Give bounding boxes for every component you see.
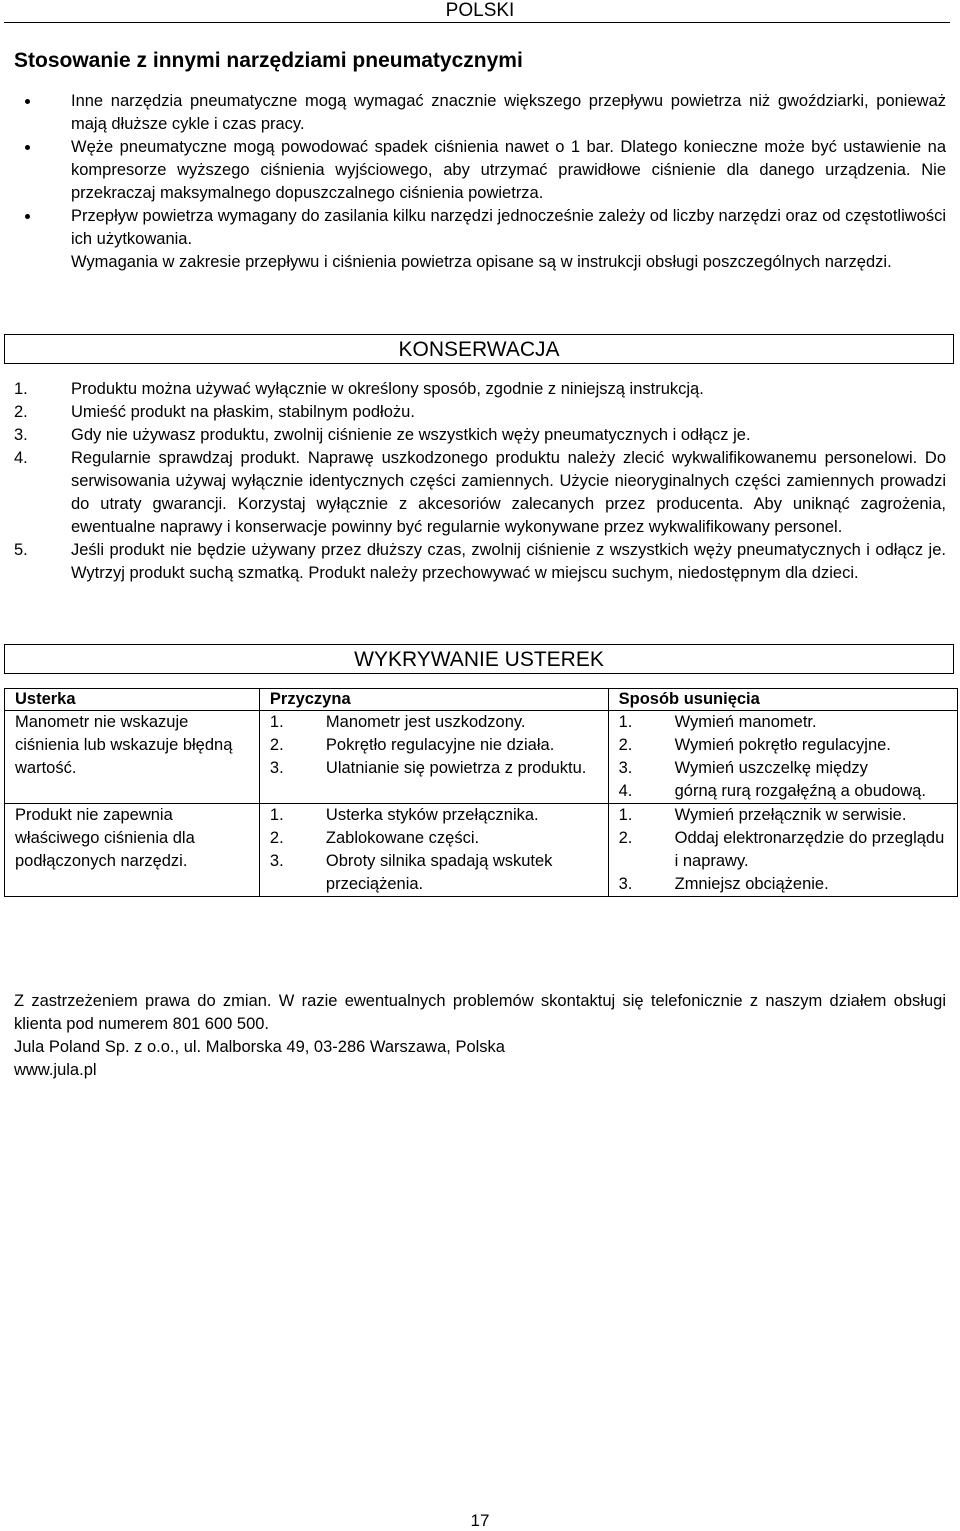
bullet-item xyxy=(14,205,946,251)
bullet-icon xyxy=(25,145,30,150)
bullet-item xyxy=(14,90,946,136)
bullet-continuation xyxy=(14,251,946,274)
item-number: 3. xyxy=(269,852,284,870)
item-number: 3. xyxy=(618,875,633,893)
cause-cell xyxy=(259,804,608,897)
list-item xyxy=(619,734,951,757)
bullet-icon xyxy=(25,214,30,219)
troubleshooting-table xyxy=(4,688,958,897)
remedy-list xyxy=(619,711,951,803)
item-text: górną rurą rozgałęźną a obudową. xyxy=(674,782,926,800)
item-text: Jeśli produkt nie będzie używany przez dłuższy czas, zwolnij ciśnienie z wszystkich węży pneumatycznych i odłącz je. Wytrzyj produkt suchą szmatką. Produkt należy przechowywać w miejscu suchym, niedostępnym dla dzieci. xyxy=(71,541,946,582)
footer xyxy=(14,990,946,1082)
item-number: 2. xyxy=(269,736,284,754)
item-number: 2. xyxy=(618,736,633,754)
bullet-text: Przepływ powietrza wymagany do zasilania kilku narzędzi jednocześnie zależy od liczby narzędzi oraz od częstotliwości ich użytkowania. xyxy=(71,207,946,248)
item-number: 1. xyxy=(14,380,28,398)
column-header-remedy: Sposób usunięcia xyxy=(608,689,957,711)
maintenance-item xyxy=(14,401,946,424)
item-number: 1. xyxy=(618,713,633,731)
item-text: Usterka styków przełącznika. xyxy=(325,806,539,824)
item-text: Produktu można używać wyłącznie w określony sposób, zgodnie z niniejszą instrukcją. xyxy=(71,380,704,398)
maintenance-item xyxy=(14,378,946,401)
fault-cell: Produkt nie zapewnia właściwego ciśnienia dla podłączonych narzędzi. xyxy=(5,804,260,897)
list-item xyxy=(619,757,951,780)
cause-list xyxy=(270,711,602,780)
company-address: Jula Poland Sp. z o.o., ul. Malborska 49, 03-286 Warszawa, Polska xyxy=(14,1038,505,1056)
item-text: Obroty silnika spadają wskutek przeciążenia. xyxy=(325,852,553,893)
column-header-fault: Usterka xyxy=(5,689,260,711)
item-text: Pokrętło regulacyjne nie działa. xyxy=(325,736,555,754)
column-header-cause: Przyczyna xyxy=(259,689,608,711)
item-number: 2. xyxy=(14,403,28,421)
item-text: Wymień pokrętło regulacyjne. xyxy=(674,736,891,754)
maintenance-item xyxy=(14,447,946,539)
item-number: 2. xyxy=(269,829,284,847)
remedy-cell xyxy=(608,711,957,804)
item-text: Ulatnianie się powietrza z produktu. xyxy=(325,759,587,777)
list-item xyxy=(270,757,602,780)
fault-cell: Manometr nie wskazuje ciśnienia lub wskazuje błędną wartość. xyxy=(5,711,260,804)
usage-bullet-list xyxy=(14,90,946,274)
item-text: Zablokowane części. xyxy=(325,829,480,847)
item-text: Manometr jest uszkodzony. xyxy=(325,713,526,731)
section-title: Stosowanie z innymi narzędziami pneumatycznymi xyxy=(14,49,523,72)
table-header-row xyxy=(5,689,958,711)
header-language: POLSKI xyxy=(445,0,515,21)
bullet-item xyxy=(14,136,946,205)
list-item xyxy=(270,850,602,896)
item-number: 3. xyxy=(618,759,633,777)
list-item xyxy=(619,780,951,803)
list-item xyxy=(619,804,951,827)
bullet-text: Węże pneumatyczne mogą powodować spadek ciśnienia nawet o 1 bar. Dlatego konieczne może być ustawienie na kompresorze wyższego ciśnienia wyjściowego, aby utrzymać prawidłowe ciśnienie dla danego urządzenia. Nie przekraczaj maksymalnego dopuszczalnego ciśnienia powietrza. xyxy=(71,138,946,202)
maintenance-list xyxy=(14,378,946,585)
item-number: 1. xyxy=(618,806,633,824)
item-number: 3. xyxy=(14,426,28,444)
remedy-list xyxy=(619,804,951,896)
list-item xyxy=(619,711,951,734)
item-number: 4. xyxy=(14,449,28,467)
item-text: Wymień manometr. xyxy=(674,713,817,731)
item-text: Regularnie sprawdzaj produkt. Naprawę uszkodzonego produktu należy zlecić wykwalifikowanemu personelowi. Do serwisowania używaj wyłącznie identycznych części zamiennych. Użycie nieoryginalnych części zamiennych prowadzi do utraty gwarancji. Korzystaj wyłącznie z akcesoriów zalecanych przez producenta. Aby uniknąć zagrożenia, ewentualne naprawy i konserwacje powinny być regularnie wykonywane przez wykwalifikowany personel. xyxy=(71,449,946,536)
item-text: Umieść produkt na płaskim, stabilnym podłożu. xyxy=(71,403,415,421)
table-row xyxy=(5,711,958,804)
item-number: 2. xyxy=(618,829,633,847)
list-item xyxy=(270,804,602,827)
item-text: Oddaj elektronarzędzie do przeglądu i naprawy. xyxy=(674,829,945,870)
header-rule xyxy=(4,22,950,23)
list-item xyxy=(619,873,951,896)
item-number: 1. xyxy=(269,806,284,824)
maintenance-item xyxy=(14,424,946,447)
item-text: Gdy nie używasz produktu, zwolnij ciśnienie ze wszystkich węży pneumatycznych i odłącz je. xyxy=(71,426,751,444)
bullet-text: Inne narzędzia pneumatyczne mogą wymagać znacznie większego przepływu powietrza niż gwoździarki, ponieważ mają dłuższe cykle i czas pracy. xyxy=(71,92,946,133)
list-item xyxy=(270,711,602,734)
cause-cell xyxy=(259,711,608,804)
maintenance-heading: KONSERWACJA xyxy=(4,334,954,364)
remedy-cell xyxy=(608,804,957,897)
bullet-icon xyxy=(25,99,30,104)
cause-list xyxy=(270,804,602,896)
legal-notice: Z zastrzeżeniem prawa do zmian. W razie ewentualnych problemów skontaktuj się telefonicznie z naszym działem obsługi klienta pod numerem 801 600 500. xyxy=(14,992,946,1033)
page-number: 17 xyxy=(470,1511,490,1530)
item-number: 4. xyxy=(618,782,633,800)
item-text: Zmniejsz obciążenie. xyxy=(674,875,829,893)
item-text: Wymień uszczelkę między xyxy=(674,759,868,777)
item-number: 1. xyxy=(269,713,284,731)
list-item xyxy=(270,734,602,757)
item-number: 5. xyxy=(14,541,28,559)
list-item xyxy=(619,827,951,873)
list-item xyxy=(270,827,602,850)
item-text: Wymień przełącznik w serwisie. xyxy=(674,806,907,824)
bullet-continuation-text: Wymagania w zakresie przepływu i ciśnienia powietrza opisane są w instrukcji obsługi poszczególnych narzędzi. xyxy=(71,253,892,271)
item-number: 3. xyxy=(269,759,284,777)
table-row xyxy=(5,804,958,897)
troubleshooting-heading: WYKRYWANIE USTEREK xyxy=(4,644,954,674)
website-link[interactable]: www.jula.pl xyxy=(14,1061,97,1079)
maintenance-item xyxy=(14,539,946,585)
